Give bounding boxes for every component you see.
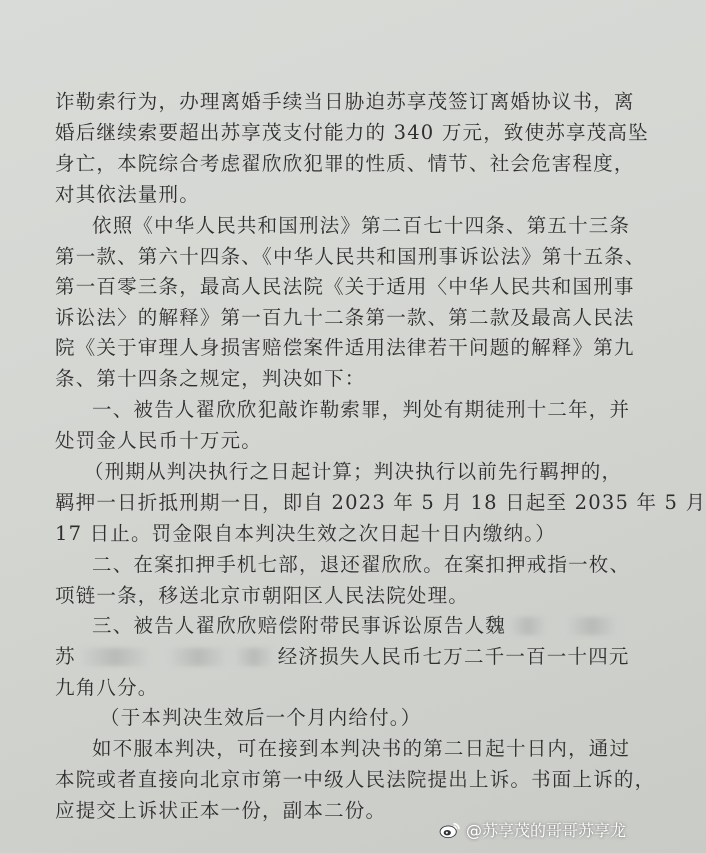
text-line: 九角八分。	[55, 676, 159, 699]
redacted-name	[80, 648, 150, 666]
text-line: 二、在案扣押手机七部，退还翟欣欣。在案扣押戒指一枚、	[92, 553, 631, 576]
text-fragment: 苏	[55, 645, 76, 668]
text-line: 对其依法量刑。	[55, 183, 200, 206]
text-line: 处罚金人民币十万元。	[55, 429, 263, 452]
text-line: 第一百零三条，最高人民法院《关于适用〈中华人民共和国刑事	[55, 275, 635, 298]
text-fragment: 三、被告人翟欣欣赔偿附带民事诉讼原告人魏	[92, 614, 507, 637]
redacted-name	[564, 617, 620, 635]
text-fragment: 经济损失人民币七万二千一百一十四元	[277, 645, 630, 668]
text-line	[55, 645, 630, 669]
text-line: 如不服本判决，可在接到本判决书的第二日起十日内，通过	[92, 737, 631, 760]
redacted-name	[234, 648, 274, 666]
weibo-icon	[439, 821, 461, 839]
text-line: 身亡，本院综合考虑翟欣欣犯罪的性质、情节、社会危害程度，	[55, 152, 635, 175]
text-line: 院《关于审理人身损害赔偿案件适用法律若干问题的解释》第九	[55, 336, 635, 359]
text-line: 诉讼法〉的解释》第一百九十二条第一款、第二款及最高人民法	[55, 306, 635, 329]
text-line: 应提交上诉状正本一份，副本二份。	[55, 799, 387, 822]
text-line: 婚后继续索要超出苏享茂支付能力的 340 万元，致使苏享茂高坠	[55, 121, 649, 144]
text-line	[92, 614, 620, 638]
text-line: 诈勒索行为，办理离婚手续当日胁迫苏享茂签订离婚协议书，离	[55, 90, 635, 113]
text-line: 依照《中华人民共和国刑法》第二百七十四条、第五十三条	[92, 214, 631, 237]
text-line: 第一款、第六十四条、《中华人民共和国刑事诉讼法》第十五条、	[55, 245, 646, 268]
text-line: 本院或者直接向北京市第一中级人民法院提出上诉。书面上诉的，	[55, 768, 656, 791]
text-line: 一、被告人翟欣欣犯敲诈勒索罪，判处有期徒刑十二年，并	[92, 398, 631, 421]
weibo-watermark	[439, 818, 626, 841]
watermark-text: @苏享茂的哥哥苏享龙	[465, 821, 626, 840]
text-line: 项链一条，移送北京市朝阳区人民法院处理。	[55, 584, 470, 607]
redacted-name	[168, 648, 228, 666]
text-line: （刑期从判决执行之日起计算；判决执行以前先行羁押的，	[84, 460, 623, 483]
text-line: 条、第十四条之规定，判决如下：	[55, 367, 366, 390]
text-line: （于本判决生效后一个月内给付。）	[100, 706, 422, 729]
text-line: 羁押一日折抵刑期一日，即自 2023 年 5 月 18 日起至 2035 年 5 月	[55, 491, 706, 514]
redacted-name	[508, 617, 548, 635]
text-line: 17 日止。罚金限自本判决生效之次日起十日内缴纳。）	[55, 522, 556, 545]
